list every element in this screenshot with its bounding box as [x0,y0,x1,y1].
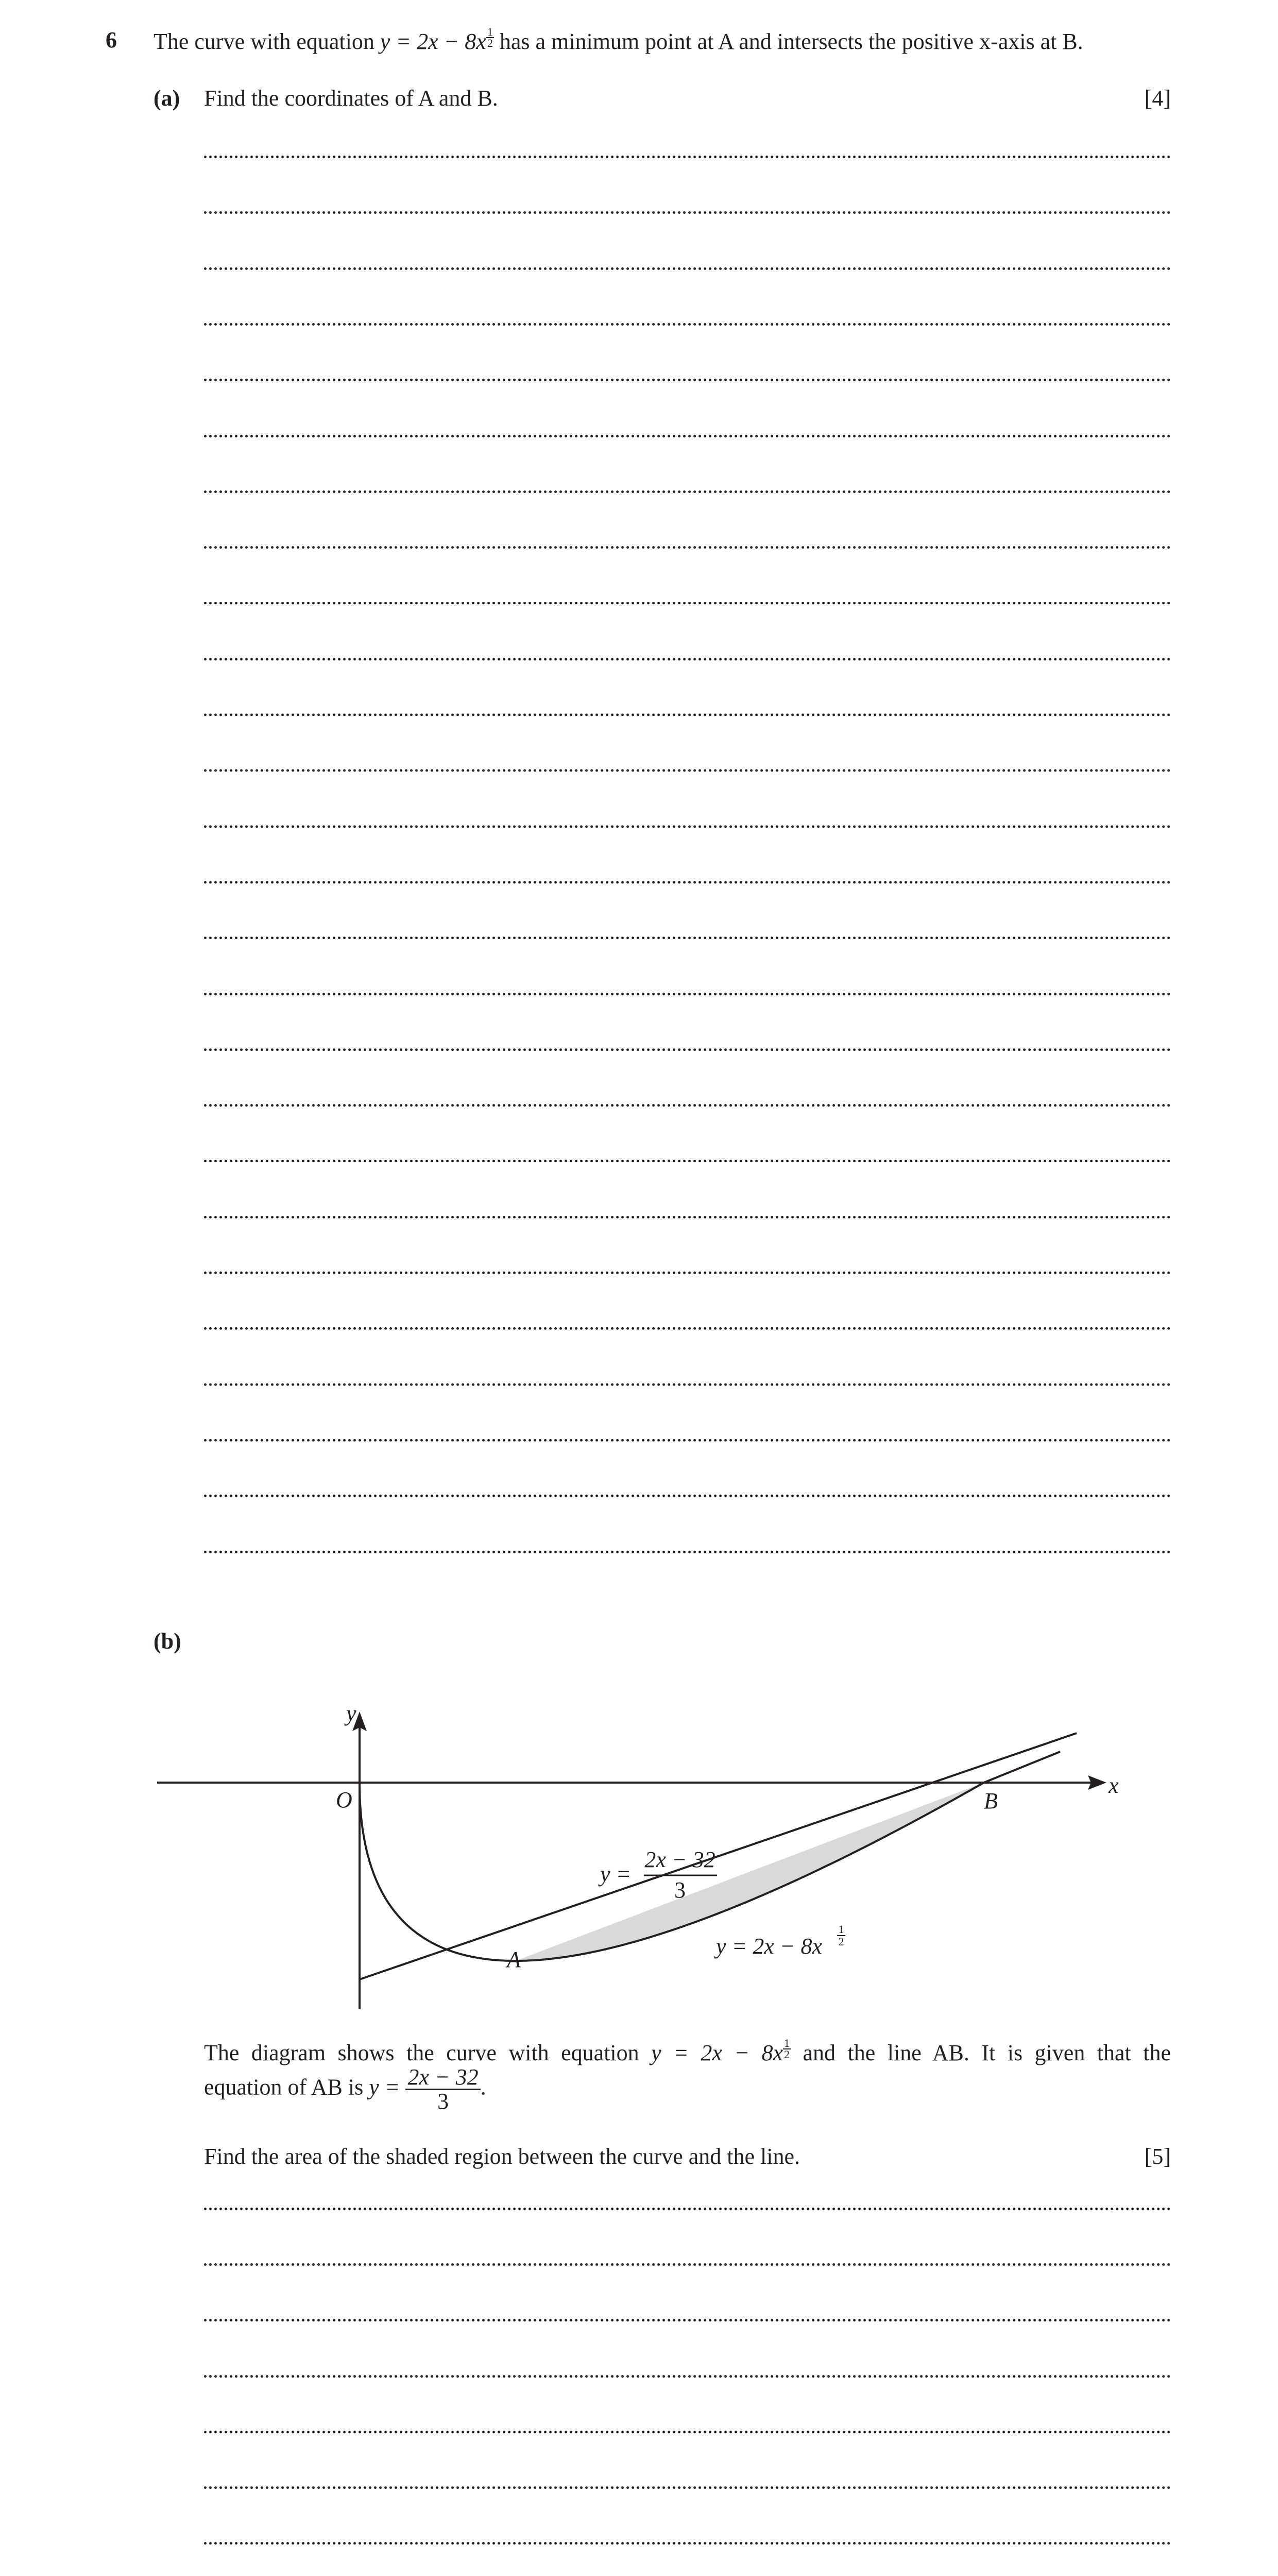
part-a-answer-line[interactable] [204,379,1171,381]
part-b-answer-line[interactable] [204,2319,1171,2321]
part-b-desc-end: and the line AB. It is given that the [803,2040,1171,2065]
part-a-answer-line[interactable] [204,323,1171,326]
part-a-answer-line[interactable] [204,267,1171,270]
part-a-answer-line[interactable] [204,1551,1171,1553]
line-label-y: y = [600,1861,632,1887]
line-equation-numerator: 2x − 32 [405,2066,480,2090]
part-a-answer-line[interactable] [204,1048,1171,1051]
part-a-answer-line[interactable] [204,490,1171,493]
part-a-answer-line[interactable] [204,1327,1171,1330]
part-b-desc-start: The diagram shows the curve with equation [204,2040,639,2065]
stem-equation: y = 2x − 8x [380,29,486,54]
part-b-desc2-start: equation of AB is [204,2074,364,2100]
curve-extension [984,1752,1060,1783]
part-b-desc-exponent: 1 2 [784,2037,790,2061]
part-a-answer-line[interactable] [204,1495,1171,1497]
line-label-denominator: 3 [674,1877,686,1903]
part-a-answer-line[interactable] [204,1439,1171,1442]
part-a-answer-line[interactable] [204,1383,1171,1386]
part-b-desc2-y: y = [369,2074,400,2100]
part-a-answer-line[interactable] [204,1272,1171,1274]
point-a-label: A [507,1947,521,1972]
part-b-answer-line[interactable] [204,2208,1171,2210]
part-a-answer-line[interactable] [204,1104,1171,1107]
part-a-answer-line[interactable] [204,546,1171,549]
line-equation-denominator: 3 [437,2089,449,2114]
part-a-answer-line[interactable] [204,937,1171,939]
line-label-numerator: 2x − 32 [644,1847,715,1872]
origin-label: O [336,1787,352,1812]
part-b-desc-equation: y = 2x − 8x [651,2040,783,2065]
point-b-label: B [984,1788,998,1814]
part-a-prompt: Find the coordinates of A and B. [204,86,498,111]
part-a-answer-line[interactable] [204,156,1171,158]
x-axis-label: x [1109,1773,1119,1798]
curve-label-exp-num: 1 [838,1923,844,1936]
part-b-desc2-end: . [480,2074,486,2100]
part-b-prompt: Find the area of the shaded region between the curve and the line. [204,2144,800,2169]
part-b-answer-line[interactable] [204,2542,1171,2545]
curve-label-exp-den: 2 [838,1935,844,1948]
part-a-answer-line[interactable] [204,602,1171,604]
part-b-desc-line1 [204,2038,1171,2066]
y-axis-label: y [346,1701,356,1726]
part-a-answer-line[interactable] [204,825,1171,828]
part-a-answer-line[interactable] [204,211,1171,214]
part-b-answer-line[interactable] [204,2431,1171,2433]
part-b-answer-line[interactable] [204,2486,1171,2489]
part-a-answer-line[interactable] [204,769,1171,772]
part-b-label: (b) [154,1629,181,1654]
part-a-answer-line[interactable] [204,1160,1171,1162]
part-a-label: (a) [154,86,180,111]
part-b-marks: [5] [1144,2144,1171,2169]
part-a-answer-line[interactable] [204,1216,1171,1218]
stem-exponent: 1 2 [487,25,493,49]
curve-line-diagram [149,1680,1133,2009]
part-a-answer-line[interactable] [204,993,1171,995]
question-stem [154,27,1083,55]
stem-intro: The curve with equation [154,29,374,54]
part-a-answer-line[interactable] [204,881,1171,884]
question-number: 6 [106,27,117,53]
part-a-answer-line[interactable] [204,435,1171,437]
part-b-answer-line[interactable] [204,2263,1171,2266]
part-a-answer-line[interactable] [204,658,1171,660]
part-a-answer-line[interactable] [204,714,1171,716]
line-equation-fraction [405,2066,480,2113]
curve-label: y = 2x − 8x [716,1934,822,1959]
part-a-marks: [4] [1144,86,1171,111]
part-b-answer-line[interactable] [204,2375,1171,2378]
stem-rest: has a minimum point at A and intersects the positive x-axis at B. [499,29,1083,54]
part-b-desc-line2 [204,2066,486,2113]
